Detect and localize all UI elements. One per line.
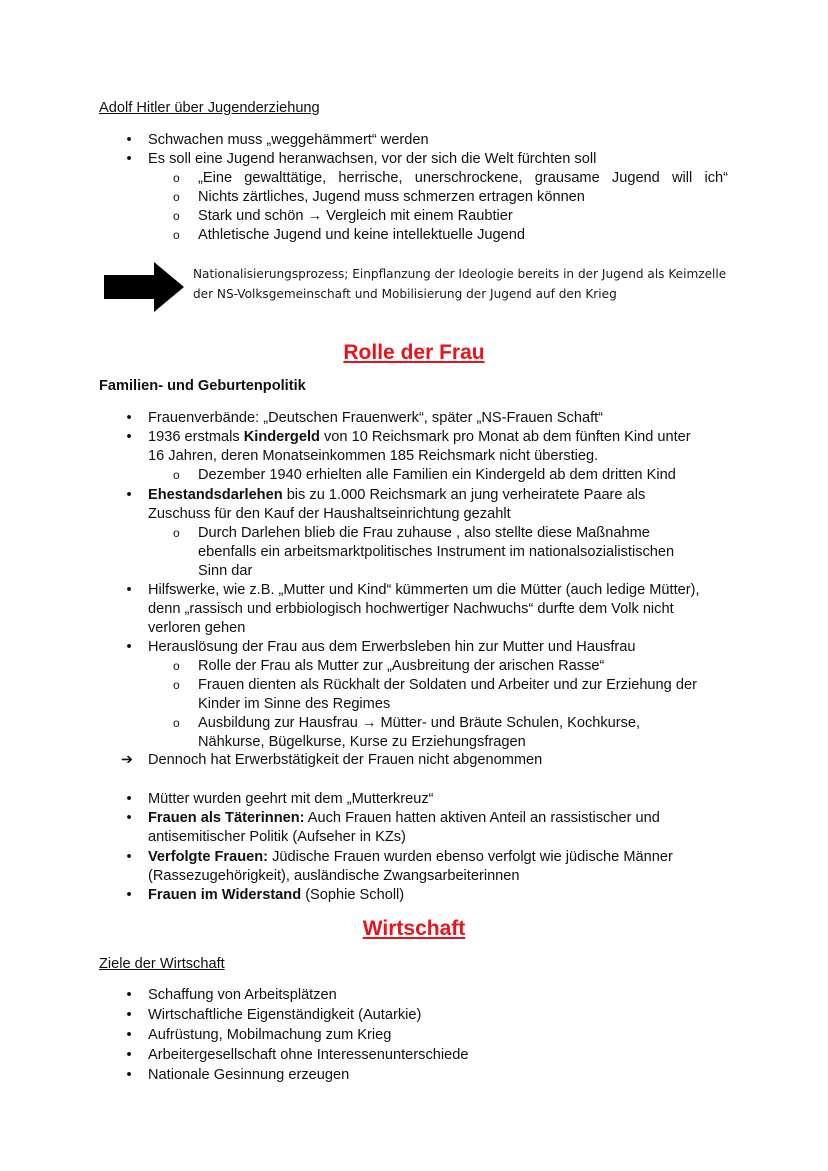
list-item: • Frauen als Täterinnen: Auch Frauen hatten aktiven Anteil an rassistischer und antisemitischer Politik (Aufseher in KZs) (148, 809, 748, 847)
section-heading-ziele: Ziele der Wirtschaft (99, 956, 225, 972)
circle-bullet-icon: o (173, 716, 180, 730)
list-item: • Herauslösung der Frau aus dem Erwerbsleben hin zur Mutter und Hausfrau (148, 638, 748, 657)
list-item: • Arbeitergesellschaft ohne Interessenunterschiede (148, 1046, 748, 1065)
circle-bullet-icon: o (173, 468, 180, 482)
section-title-frau: Rolle der Frau (343, 341, 485, 364)
sub-list-item: o Rolle der Frau als Mutter zur „Ausbreitung der arischen Rasse“ (173, 658, 605, 674)
list-item: • Wirtschaftliche Eigenständigkeit (Autarkie) (148, 1006, 748, 1025)
list-item: • Frauen im Widerstand (Sophie Scholl) (148, 886, 748, 905)
list-item: • Ehestandsdarlehen bis zu 1.000 Reichsmark an jung verheiratete Paare als Zuschuss für den Kauf der Haushaltseinrichtung gezahlt (148, 486, 748, 524)
list-item: • Schaffung von Arbeitsplätzen (148, 986, 748, 1005)
sub-list-item: o Dezember 1940 erhielten alle Familien ein Kindergeld ab dem dritten Kind (173, 467, 676, 483)
bullet-icon: • (126, 582, 132, 598)
bullet-icon: • (126, 887, 132, 903)
circle-bullet-icon: o (173, 678, 180, 692)
bullet-icon: • (126, 1067, 132, 1083)
sub-list-item: o Athletische Jugend und keine intellektuelle Jugend (173, 227, 525, 243)
list-item: ➔ Dennoch hat Erwerbstätigkeit der Frauen nicht abgenommen (120, 752, 543, 768)
list-item: • Nationale Gesinnung erzeugen (148, 1066, 748, 1085)
circle-bullet-icon: o (173, 209, 180, 223)
list-item: • Verfolgte Frauen: Jüdische Frauen wurden ebenso verfolgt wie jüdische Männer (Rassezugehörigkeit), ausländische Zwangsarbeiterinnen (148, 848, 748, 886)
sub-list-item: o Frauen dienten als Rückhalt der Soldaten und Arbeiter und zur Erziehung der Kinder im Sinne des Regimes (173, 677, 697, 712)
circle-bullet-icon: o (173, 190, 180, 204)
circle-bullet-icon: o (173, 659, 180, 673)
bullet-icon: • (126, 1027, 132, 1043)
bullet-icon: • (126, 487, 132, 503)
right-arrow-icon (104, 262, 184, 312)
bullet-icon: • (126, 151, 132, 167)
bullet-icon: • (126, 1047, 132, 1063)
list-item: • Mütter wurden geehrt mit dem „Mutterkreuz“ (148, 790, 748, 809)
bullet-icon: • (126, 132, 132, 148)
arrow-right-icon: ➔ (120, 752, 134, 768)
subheading-familienpolitik: Familien- und Geburtenpolitik (99, 378, 306, 394)
sub-list-item: o Nichts zärtliches, Jugend muss schmerzen ertragen können (173, 189, 585, 205)
list-item: • Schwachen muss „weggehämmert“ werden (148, 131, 748, 150)
list-item: • Hilfswerke, wie z.B. „Mutter und Kind“ kümmerten um die Mütter (auch ledige Mütter), denn „rassisch und erbbiologisch hochwertiger Nachwuchs“ durfte dem Volk nicht verloren gehen (148, 581, 748, 637)
section-title-wirtschaft: Wirtschaft (362, 917, 466, 940)
bullet-icon: • (126, 429, 132, 445)
list-item: • Frauenverbände: „Deutschen Frauenwerk“, später „NS-Frauen Schaft“ (148, 409, 748, 428)
bullet-icon: • (126, 810, 132, 826)
conclusion-callout: Nationalisierungsprozess; Einpflanzung der Ideologie bereits in der Jugend als Keimzelle der NS-Volksgemeinschaft und Mobilisierung der Jugend auf den Krieg (193, 267, 727, 301)
bullet-icon: • (126, 987, 132, 1003)
list-item: • Es soll eine Jugend heranwachsen, vor der sich die Welt fürchten soll (148, 150, 748, 169)
list-item: • 1936 erstmals Kindergeld von 10 Reichsmark pro Monat ab dem fünften Kind unter 16 Jahren, deren Monatseinkommen 185 Reichsmark nicht überstieg. (148, 428, 748, 466)
bullet-icon: • (126, 791, 132, 807)
bullet-icon: • (126, 639, 132, 655)
circle-bullet-icon: o (173, 171, 180, 185)
circle-bullet-icon: o (173, 526, 180, 540)
bullet-icon: • (126, 410, 132, 426)
section-heading-hitler: Adolf Hitler über Jugenderziehung (99, 100, 320, 116)
sub-list-item: o Durch Darlehen blieb die Frau zuhause , also stellte diese Maßnahme ebenfalls ein arbeitsmarktpolitisches Instrument im nationalsozialistischen Sinn dar (173, 525, 675, 579)
sub-list-item: o „Eine gewalttätige, herrische, unerschrockene, grausame Jugend will ich“ (173, 170, 728, 186)
circle-bullet-icon: o (173, 228, 180, 242)
sub-list-item: o Ausbildung zur Hausfrau → Mütter- und Bräute Schulen, Kochkurse, Nähkurse, Bügelkurse, Kurse zu Erziehungsfragen (173, 715, 641, 750)
bullet-icon: • (126, 849, 132, 865)
bullet-icon: • (126, 1007, 132, 1023)
sub-list-item: o Stark und schön → Vergleich mit einem Raubtier (173, 208, 513, 224)
list-item: • Aufrüstung, Mobilmachung zum Krieg (148, 1026, 748, 1045)
